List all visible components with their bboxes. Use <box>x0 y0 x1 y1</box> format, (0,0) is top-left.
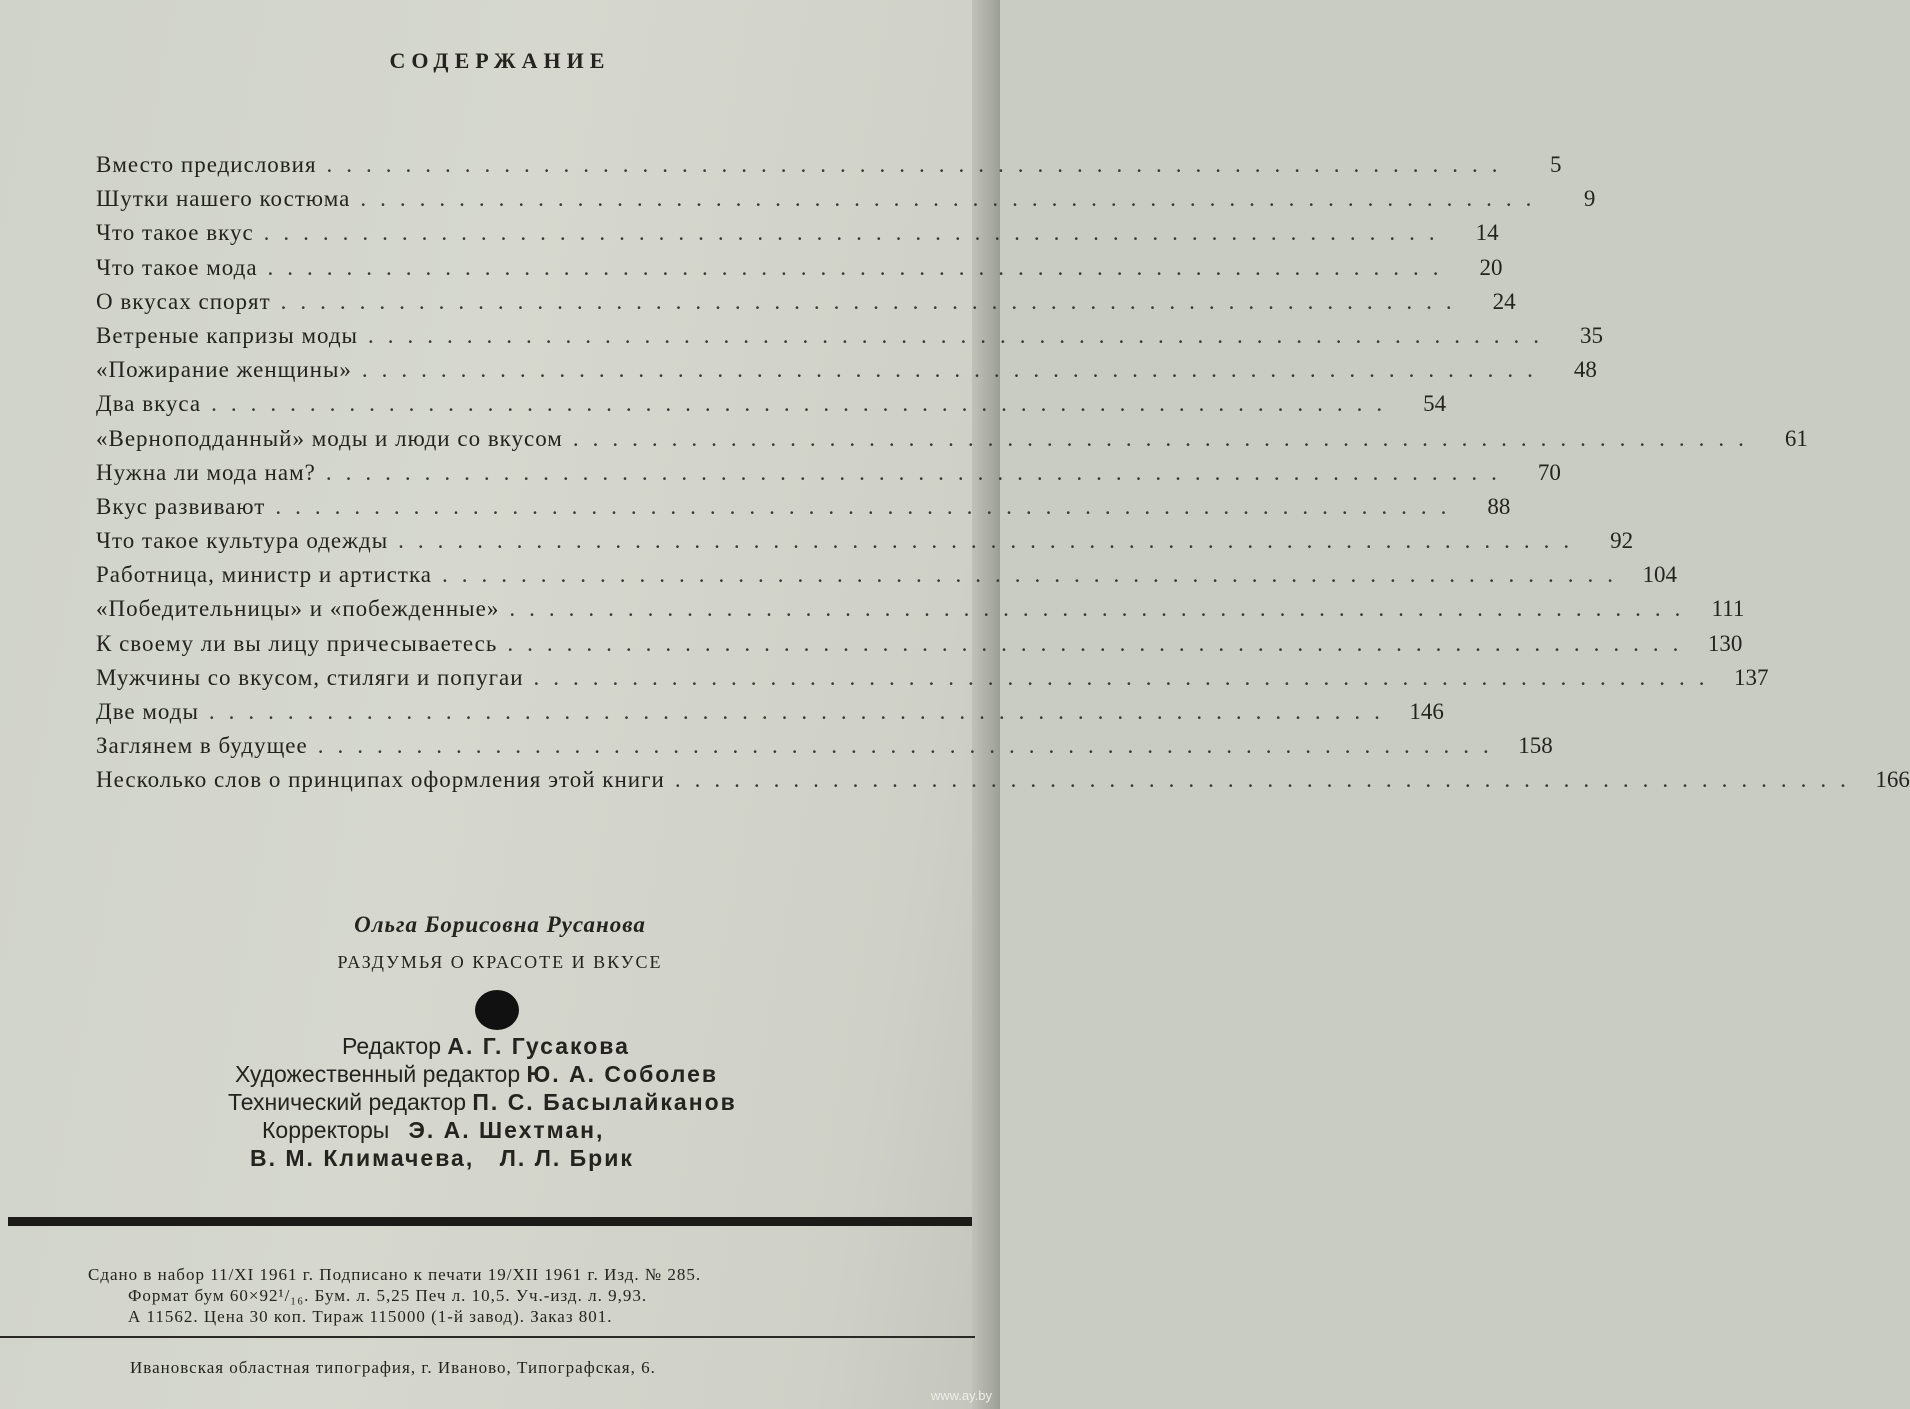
toc-entry-page: 166 <box>1875 767 1910 793</box>
toc-entry-title: К своему ли вы лицу причесываетесь <box>96 630 498 656</box>
credit-proof-name-3: Л. Л. Брик <box>499 1145 634 1171</box>
thin-divider <box>0 1336 975 1338</box>
toc-entry <box>96 288 1516 323</box>
imprint-line-2: Формат бум 60×92¹/₁₆. Бум. л. 5,25 Печ л. 10,5. Уч.-изд. л. 9,93. <box>128 1286 648 1305</box>
toc-entry <box>96 733 1553 767</box>
toc-entry-page: 9 <box>1583 186 1596 212</box>
toc-entry-title: Ветреные капризы моды <box>96 322 358 348</box>
ornament-dot-icon <box>475 990 519 1030</box>
toc-leader-dots: ............................................................ <box>398 528 1584 554</box>
toc-entry-page: 130 <box>1707 630 1743 656</box>
table-of-contents <box>96 152 1910 802</box>
toc-leader-dots: ............................................................ <box>211 391 1397 417</box>
credit-editor <box>342 1033 630 1060</box>
toc-entry-page: 35 <box>1580 322 1603 348</box>
toc-entry <box>96 391 1447 425</box>
toc-entry-title: Две моды <box>96 699 199 724</box>
toc-entry-title: Мужчины со вкусом, стиляги и попугаи <box>96 664 524 690</box>
toc-entry <box>96 528 1634 562</box>
toc-entry-title: «Пожирание женщины» <box>96 357 352 383</box>
toc-entry-page: 146 <box>1409 699 1444 724</box>
credit-art-editor-role: Художественный редактор <box>235 1061 521 1087</box>
toc-entry-title: Шутки нашего костюма <box>96 186 351 212</box>
toc-entry-page: 20 <box>1479 254 1503 280</box>
toc-leader-dots: ............................................................ <box>674 767 1860 793</box>
toc-entry-page: 5 <box>1550 152 1562 177</box>
toc-leader-dots: ............................................................ <box>361 357 1547 383</box>
toc-entry <box>96 357 1597 391</box>
toc-leader-dots: ............................................................ <box>368 322 1553 348</box>
toc-entry-title: Что такое культура одежды <box>96 528 389 554</box>
toc-leader-dots: ............................................................ <box>509 596 1695 622</box>
credit-proofreaders-cont <box>250 1145 634 1172</box>
toc-entry <box>96 322 1603 357</box>
toc-leader-dots: ............................................................ <box>275 493 1461 519</box>
toc-entry-page: 14 <box>1475 220 1499 246</box>
toc-entry <box>96 767 1910 801</box>
toc-entry-title: Вместо предисловия <box>96 152 317 177</box>
toc-leader-dots: ............................................................ <box>317 733 1503 759</box>
toc-entry-page: 70 <box>1537 459 1561 485</box>
toc-entry-page: 137 <box>1734 664 1769 690</box>
toc-entry-page: 111 <box>1711 596 1745 622</box>
toc-entry <box>96 459 1561 494</box>
toc-leader-dots: ............................................................ <box>325 459 1511 485</box>
credit-art-editor-name: Ю. А. Соболев <box>526 1061 719 1087</box>
toc-entry <box>96 186 1596 220</box>
toc-entry-page: 92 <box>1610 528 1634 554</box>
toc-entry-title: Нужна ли мода нам? <box>96 459 316 485</box>
toc-entry-title: Несколько слов о принципах оформления этой книги <box>96 767 665 793</box>
toc-entry-page: 48 <box>1573 357 1597 383</box>
author-name: Ольга Борисовна Русанова <box>354 912 646 937</box>
toc-entry <box>96 220 1499 254</box>
toc-leader-dots: ............................................................ <box>208 699 1394 724</box>
toc-leader-dots: ............................................................ <box>533 664 1719 690</box>
toc-leader-dots: ............................................................ <box>441 562 1627 588</box>
toc-leader-dots: ............................................................ <box>326 152 1512 177</box>
toc-entry <box>96 699 1444 733</box>
toc-entry-page: 61 <box>1784 425 1808 451</box>
book-title: РАЗДУМЬЯ О КРАСОТЕ И ВКУСЕ <box>337 952 663 972</box>
toc-entry-title: Заглянем в будущее <box>96 733 308 759</box>
credit-tech-editor <box>228 1089 737 1116</box>
toc-leader-dots: ............................................................ <box>280 288 1466 314</box>
toc-leader-dots: ............................................................ <box>263 220 1449 246</box>
toc-entry-title: Что такое вкус <box>96 220 254 246</box>
credit-tech-editor-name: П. С. Басылайканов <box>472 1089 737 1115</box>
toc-entry-page: 54 <box>1423 391 1447 417</box>
credit-editor-name: А. Г. Гусакова <box>447 1033 630 1059</box>
toc-leader-dots: ............................................................ <box>267 254 1453 280</box>
toc-entry <box>96 596 1745 630</box>
toc-leader-dots: ............................................................ <box>360 186 1546 212</box>
toc-entry <box>96 664 1769 699</box>
imprint-line-1: Сдано в набор 11/XI 1961 г. Подписано к печати 19/XII 1961 г. Изд. № 285. <box>88 1265 702 1284</box>
printer-line: Ивановская областная типография, г. Иваново, Типографская, 6. <box>130 1358 656 1377</box>
toc-entry-page: 158 <box>1518 733 1553 759</box>
toc-entry-title: О вкусах спорят <box>96 288 271 314</box>
credit-proof-role: Корректоры <box>262 1117 390 1143</box>
credit-proof-name-1: Э. А. Шехтман, <box>408 1117 605 1143</box>
toc-leader-dots: ............................................................ <box>572 425 1758 451</box>
toc-entry-page: 88 <box>1487 493 1511 519</box>
toc-entry-page: 104 <box>1642 562 1677 588</box>
thick-divider <box>8 1217 972 1226</box>
toc-entry-title: Работница, министр и артистка <box>96 562 432 588</box>
toc-entry-title: Два вкуса <box>96 391 202 417</box>
toc-entry-page: 24 <box>1492 288 1516 314</box>
toc-entry <box>96 152 1562 186</box>
credit-tech-editor-role: Технический редактор <box>228 1089 466 1115</box>
toc-entry-title: Что такое мода <box>96 254 258 280</box>
toc-entry-title: «Победительницы» и «побежденные» <box>96 596 500 622</box>
credit-proof-name-2: В. М. Климачева, <box>250 1145 475 1171</box>
toc-entry <box>96 630 1743 665</box>
toc-entry <box>96 493 1511 528</box>
imprint-line-3: А 11562. Цена 30 коп. Тираж 115000 (1-й завод). Заказ 801. <box>128 1307 613 1326</box>
toc-entry-title: «Верноподданный» моды и люди со вкусом <box>96 425 563 451</box>
credit-art-editor <box>235 1061 718 1088</box>
credit-proofreaders <box>262 1117 604 1144</box>
credit-editor-role: Редактор <box>342 1033 442 1059</box>
toc-entry <box>96 562 1677 596</box>
watermark: www.ay.by <box>930 1388 992 1403</box>
toc-entry-title: Вкус развивают <box>96 493 266 519</box>
toc-entry <box>96 254 1503 289</box>
toc-entry <box>96 425 1808 460</box>
contents-heading: СОДЕРЖАНИЕ <box>389 48 611 73</box>
toc-leader-dots: ............................................................ <box>507 630 1693 656</box>
